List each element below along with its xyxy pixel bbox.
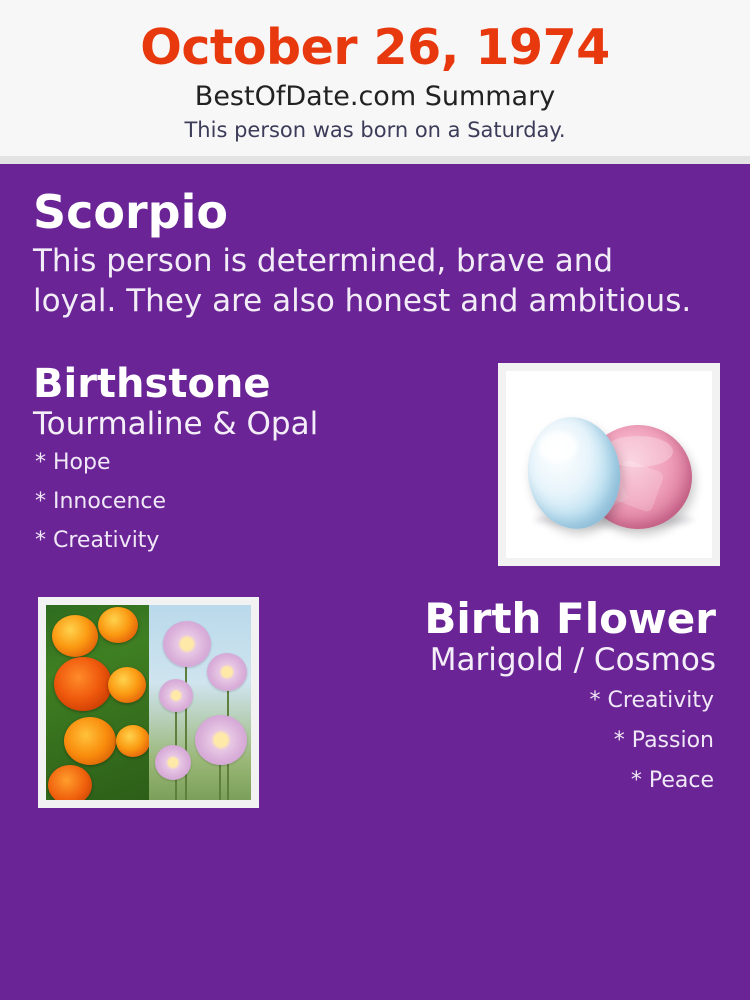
birthstone-photo (498, 363, 720, 566)
birth-flower-section (30, 594, 720, 810)
page-title: October 26, 1974 (140, 19, 610, 76)
main-content (0, 164, 750, 1000)
birthstone-trait: * Hope (35, 450, 111, 476)
birth-day-note: This person was born on a Saturday. (184, 117, 566, 142)
header (0, 0, 750, 156)
birth-flower-trait: * Creativity (589, 687, 714, 713)
birthstone-trait: * Innocence (35, 489, 167, 515)
birth-flower-photo (38, 597, 259, 808)
birth-flower-trait: * Passion (613, 727, 714, 753)
birth-flower-name: Marigold / Cosmos (429, 642, 716, 679)
birth-flower-trait: * Peace (630, 767, 714, 793)
marigold-photo-half (46, 605, 149, 800)
birth-flower-illustration (46, 605, 251, 800)
birthstone-illustration (506, 371, 712, 558)
header-divider (0, 156, 750, 164)
birth-flower-title: Birth Flower (424, 594, 716, 644)
cosmos-photo-half (149, 605, 252, 800)
birthstone-section (30, 363, 720, 569)
birthstone-name: Tourmaline & Opal (33, 406, 319, 443)
birth-flower-text (259, 594, 716, 810)
site-subtitle: BestOfDate.com Summary (194, 80, 556, 112)
birthstone-title: Birthstone (33, 361, 271, 408)
birthstone-trait: * Creativity (35, 528, 160, 554)
zodiac-sign: Scorpio (33, 184, 228, 239)
birthstone-text (33, 363, 318, 569)
zodiac-description: This person is determined, brave and loyal. They are also honest and ambitious. (33, 243, 692, 319)
